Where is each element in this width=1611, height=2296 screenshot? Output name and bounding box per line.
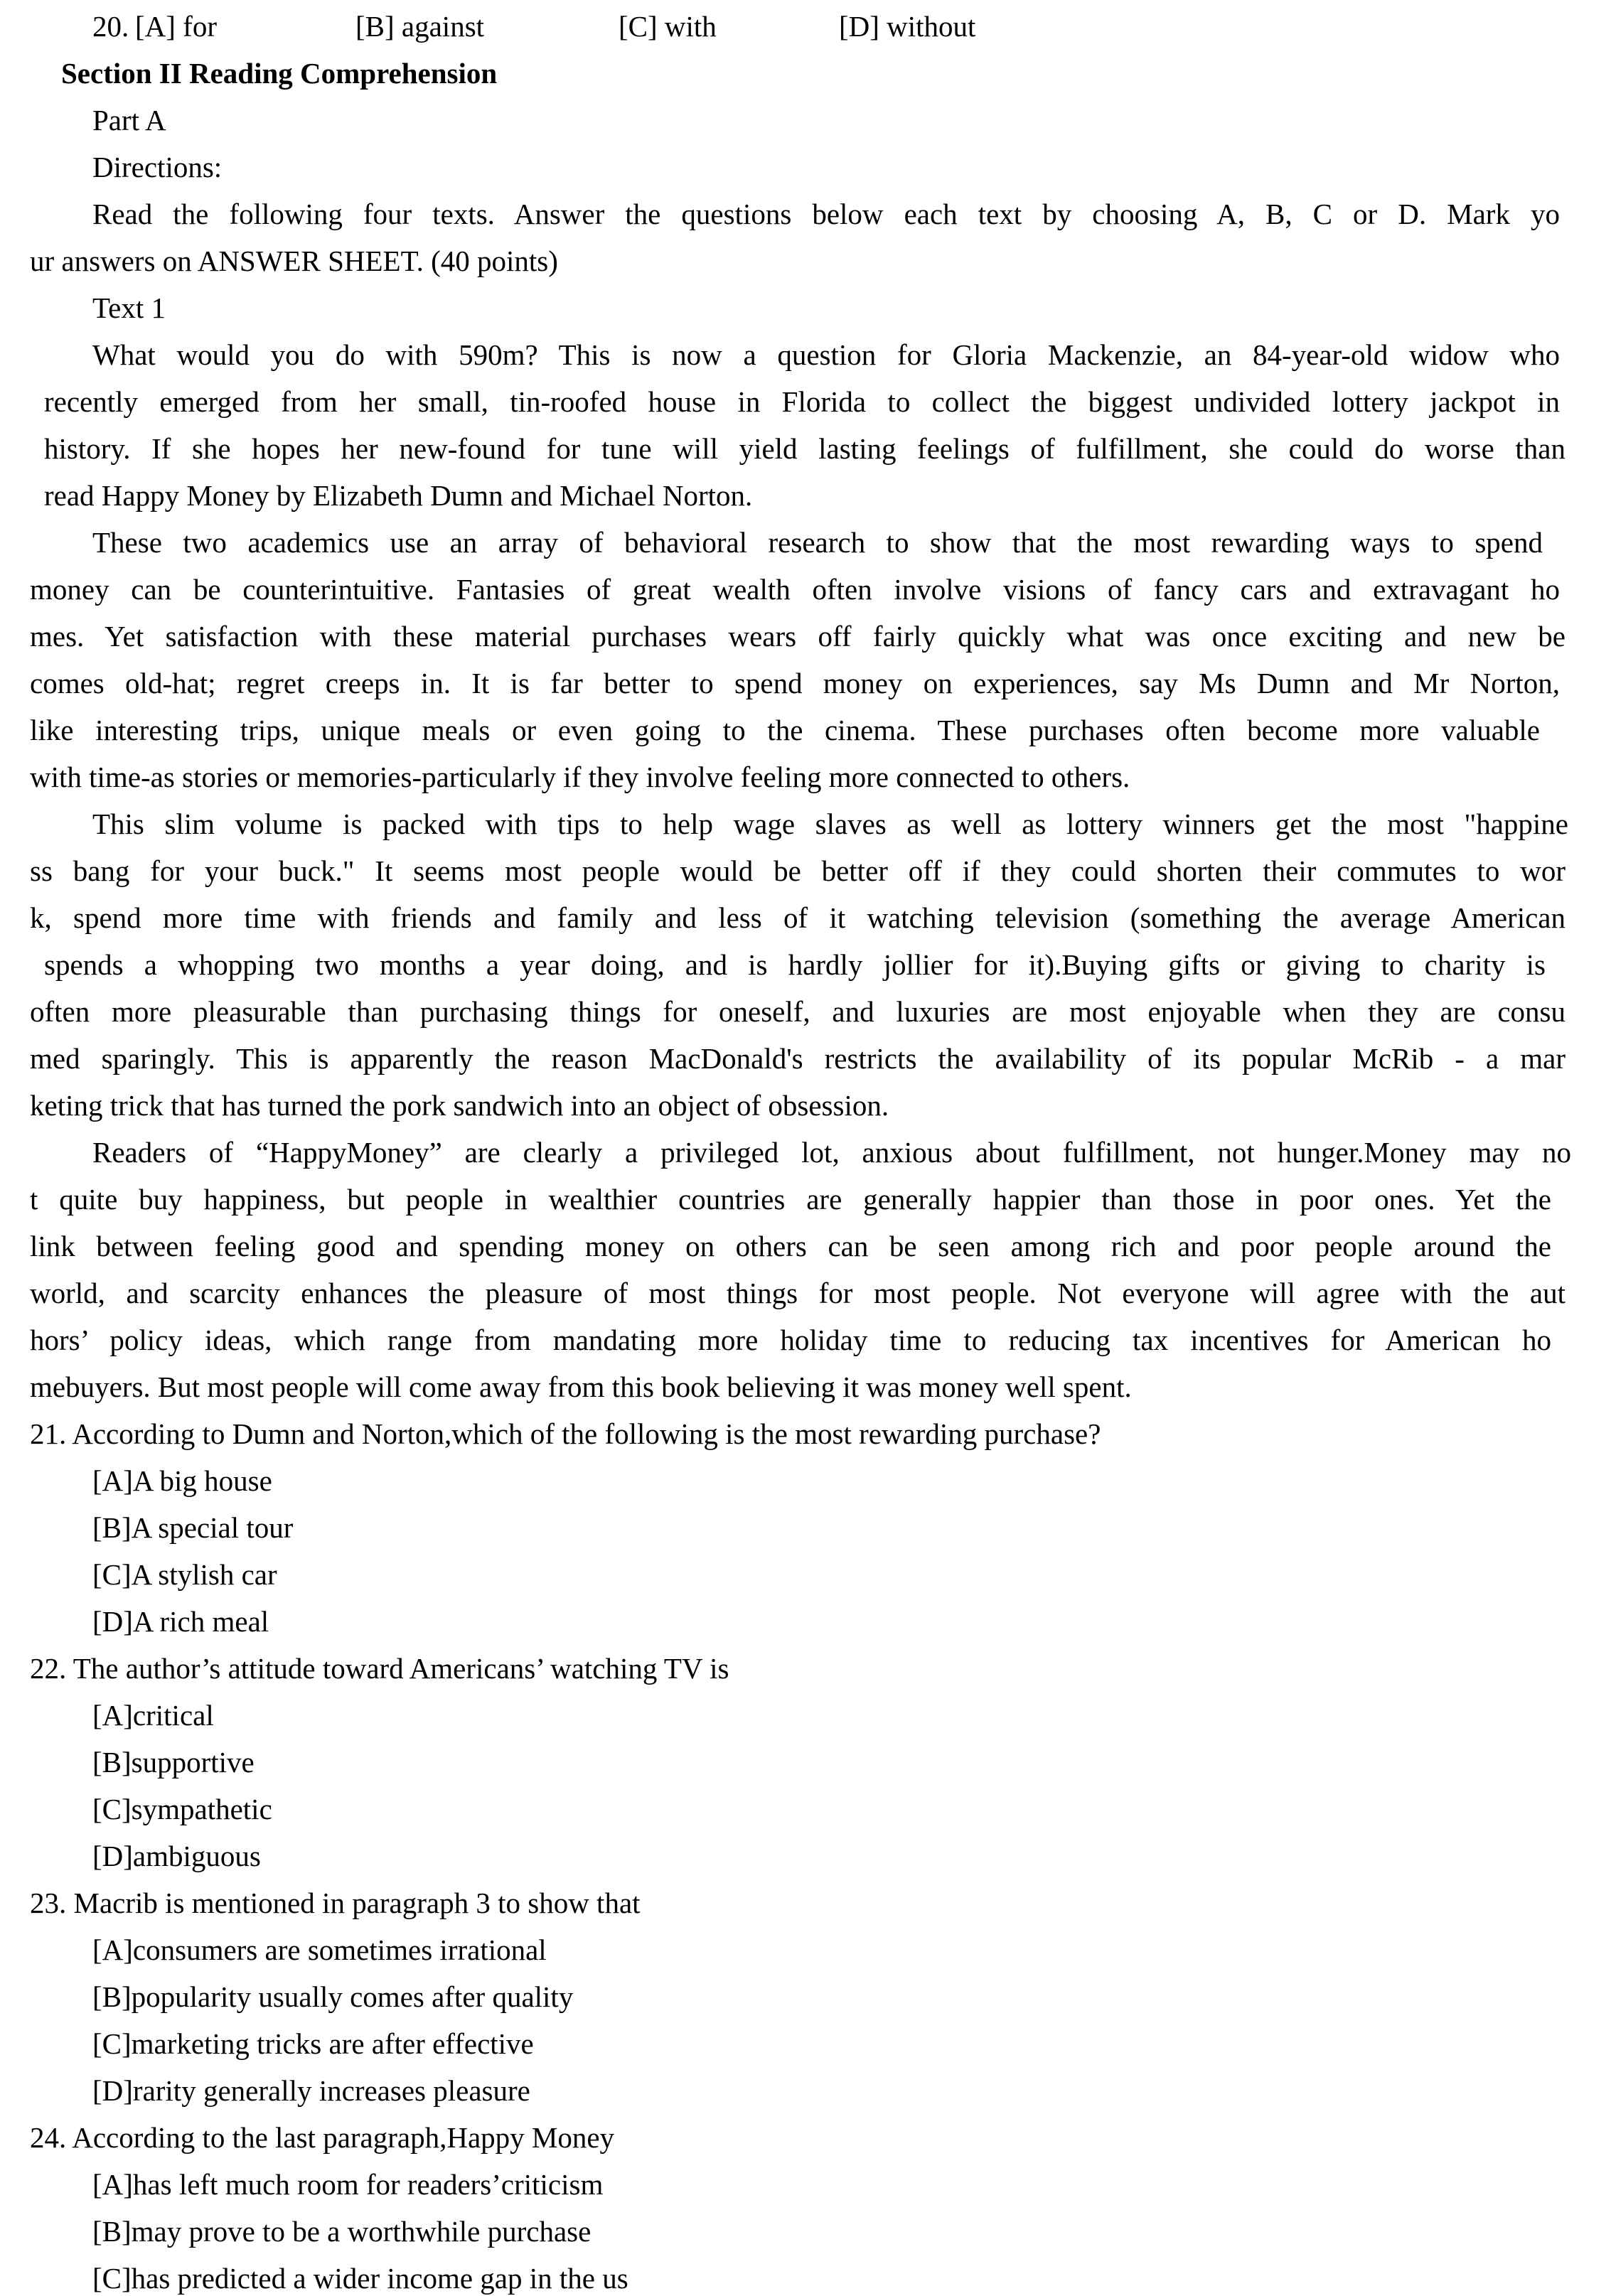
q20-option-c: [C] with <box>619 10 717 43</box>
paragraph-line: mebuyers. But most people will come away from this book believing it was money well spent. <box>30 1370 1132 1403</box>
answer-option[interactable]: [C]A stylish car <box>92 1558 277 1591</box>
paragraph-line: ss bang for your buck." It seems most people would be better off if they could shorten their commutes to wor <box>30 854 1565 887</box>
paragraph-line: history. If she hopes her new-found for tune will yield lasting feelings of fulfillment, she could do worse than <box>44 432 1565 465</box>
answer-option[interactable]: [A]A big house <box>92 1464 272 1497</box>
q20-option-b: [B] against <box>355 10 485 43</box>
paragraph-line: spends a whopping two months a year doing, and is hardly jollier for it).Buying gifts or giving to charity is <box>44 948 1546 981</box>
paragraph-line: keting trick that has turned the pork sandwich into an object of obsession. <box>30 1089 889 1122</box>
answer-option[interactable]: [C]sympathetic <box>92 1793 272 1825</box>
text-label: Text 1 <box>92 291 166 324</box>
paragraph-line: like interesting trips, unique meals or even going to the cinema. These purchases often become more valuable <box>30 714 1540 746</box>
paragraph-line: recently emerged from her small, tin-roofed house in Florida to collect the biggest undivided lottery jackpot in <box>44 385 1560 418</box>
section-title: Section II Reading Comprehension <box>61 57 498 90</box>
directions-line: Read the following four texts. Answer the questions below each text by choosing A, B, C or D. Mark yo <box>92 198 1560 230</box>
answer-option[interactable]: [A]has left much room for readers’criticism <box>92 2168 604 2201</box>
paragraph-line: with time-as stories or memories-particularly if they involve feeling more connected to others. <box>30 761 1130 793</box>
paragraph-line: k, spend more time with friends and family and less of it watching television (something the average American <box>30 901 1565 934</box>
q20-row <box>92 9 1017 44</box>
question-stem: 22. The author’s attitude toward Americans’ watching TV is <box>30 1652 729 1685</box>
paragraph-line: world, and scarcity enhances the pleasure of most things for most people. Not everyone will agree with the aut <box>30 1277 1565 1309</box>
answer-option[interactable]: [A]critical <box>92 1699 214 1732</box>
question-stem: 24. According to the last paragraph,Happy Money <box>30 2121 615 2154</box>
paragraph-line: hors’ policy ideas, which range from mandating more holiday time to reducing tax incentives for American ho <box>30 1324 1551 1356</box>
directions-label: Directions: <box>92 151 223 183</box>
answer-option[interactable]: [B]A special tour <box>92 1511 294 1544</box>
paragraph-line: money can be counterintuitive. Fantasies of great wealth often involve visions of fancy cars and extravagant ho <box>30 573 1560 606</box>
paragraph-line: med sparingly. This is apparently the reason MacDonald's restricts the availability of its popular McRib - a mar <box>30 1042 1565 1075</box>
paragraph-line: comes old-hat; regret creeps in. It is far better to spend money on experiences, say Ms Dumn and Mr Norton, <box>30 667 1560 699</box>
paragraph-line: often more pleasurable than purchasing things for oneself, and luxuries are most enjoyable when they are consu <box>30 995 1565 1028</box>
answer-option[interactable]: [A]consumers are sometimes irrational <box>92 1933 547 1966</box>
paragraph-line: t quite buy happiness, but people in wealthier countries are generally happier than those in poor ones. Yet the <box>30 1183 1551 1216</box>
paragraph-line: This slim volume is packed with tips to help wage slaves as well as lottery winners get the most "happine <box>92 808 1568 840</box>
q20-number: 20. <box>92 10 129 43</box>
directions-line: ur answers on ANSWER SHEET. (40 points) <box>30 245 558 277</box>
paragraph-line: These two academics use an array of behavioral research to show that the most rewarding ways to spend <box>92 526 1543 559</box>
answer-option[interactable]: [B]popularity usually comes after quality <box>92 1980 574 2013</box>
question-stem: 23. Macrib is mentioned in paragraph 3 to show that <box>30 1887 641 1919</box>
q20-option-a: [A] for <box>135 10 217 43</box>
answer-option[interactable]: [D]A rich meal <box>92 1605 269 1638</box>
answer-option[interactable]: [B]may prove to be a worthwhile purchase <box>92 2215 592 2248</box>
paragraph-line: read Happy Money by Elizabeth Dumn and Michael Norton. <box>44 479 753 512</box>
paragraph-line: mes. Yet satisfaction with these material purchases wears off fairly quickly what was once exciting and new be <box>30 620 1565 653</box>
answer-option[interactable]: [B]supportive <box>92 1746 255 1779</box>
paragraph-line: Readers of “HappyMoney” are clearly a privileged lot, anxious about fulfillment, not hunger.Money may no <box>92 1136 1571 1169</box>
paragraph-line: link between feeling good and spending money on others can be seen among rich and poor people around the <box>30 1230 1551 1262</box>
q20-option-d: [D] without <box>839 10 976 43</box>
question-stem: 21. According to Dumn and Norton,which of the following is the most rewarding purchase? <box>30 1417 1101 1450</box>
part-heading: Part A <box>92 104 166 136</box>
answer-option[interactable]: [C]marketing tricks are after effective <box>92 2027 534 2060</box>
answer-option[interactable]: [C]has predicted a wider income gap in the us <box>92 2262 628 2295</box>
answer-option[interactable]: [D]rarity generally increases pleasure <box>92 2074 530 2107</box>
paragraph-line: What would you do with 590m? This is now a question for Gloria Mackenzie, an 84-year-old widow who <box>92 338 1560 371</box>
answer-option[interactable]: [D]ambiguous <box>92 1840 261 1872</box>
